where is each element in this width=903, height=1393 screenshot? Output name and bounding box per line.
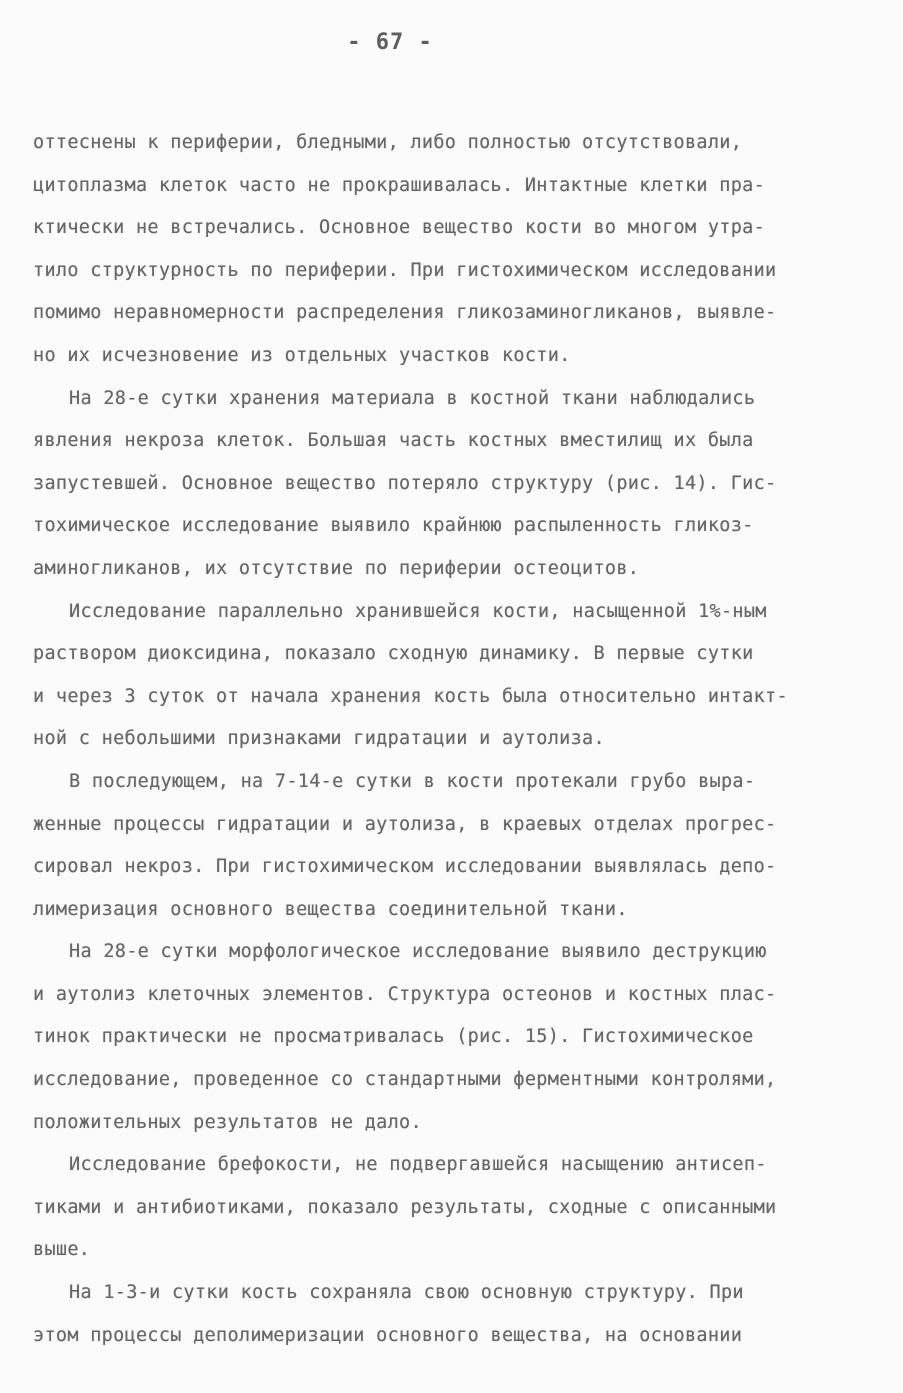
text-line: женные процессы гидратации и аутолиза, в краевых отделах прогрес-	[33, 813, 777, 835]
text-line: положительных результатов не дало.	[33, 1111, 422, 1133]
paragraph-first-line: Исследование брефокости, не подвергавшейся насыщению антисеп-	[69, 1154, 767, 1176]
text-line: ктически не встречались. Основное вещество кости во многом утра-	[33, 217, 766, 239]
text-line: ной с небольшими признаками гидратации и аутолиза.	[33, 728, 605, 750]
text-line: этом процессы деполимеризации основного вещества, на основании	[33, 1324, 743, 1346]
text-line: тохимическое исследование выявило крайнюю распыленность гликоз-	[33, 515, 754, 537]
text-line: тиками и антибиотиками, показало результаты, сходные с описанными	[33, 1196, 777, 1218]
text-line: лимеризация основного вещества соединительной ткани.	[33, 898, 628, 920]
paragraph-first-line: На 1-3-и сутки кость сохраняла свою основную структуру. При	[69, 1282, 744, 1304]
text-line: сировал некроз. При гистохимическом исследовании выявлялась депо-	[33, 856, 777, 878]
text-line: исследование, проведенное со стандартными ферментными контролями,	[33, 1069, 777, 1091]
paragraph-first-line: Исследование параллельно хранившейся кости, насыщенной 1%-ным	[69, 600, 767, 622]
body-text	[33, 122, 873, 1357]
paragraph-first-line: В последующем, на 7-14-е сутки в кости протекали грубо выра-	[69, 770, 756, 792]
text-line: тило структурность по периферии. При гистохимическом исследовании	[33, 259, 777, 281]
text-line: раствором диоксидина, показало сходную динамику. В первые сутки	[33, 643, 754, 665]
text-line: оттеснены к периферии, бледными, либо полностью отсутствовали,	[33, 132, 743, 153]
text-line: запустевшей. Основное вещество потеряло структуру (рис. 14). Гис-	[33, 472, 777, 494]
text-line: и аутолиз клеточных элементов. Структура остеонов и костных плас-	[33, 983, 777, 1005]
paragraph-first-line: На 28-е сутки морфологическое исследование выявило деструкцию	[69, 941, 767, 963]
text-line: явления некроза клеток. Большая часть костных вместилищ их была	[33, 430, 754, 452]
page-number: - 67 -	[347, 30, 433, 55]
text-line: но их исчезновение из отдельных участков кости.	[33, 344, 571, 366]
text-line: тинок практически не просматривалась (рис. 15). Гистохимическое	[33, 1026, 754, 1048]
text-line: цитоплазма клеток часто не прокрашивалась. Интактные клетки пра-	[33, 174, 766, 196]
text-line: помимо неравномерности распределения гликозаминогликанов, выявле-	[33, 302, 777, 324]
paragraph-first-line: На 28-е сутки хранения материала в костной ткани наблюдались	[69, 387, 756, 409]
text-line: аминогликанов, их отсутствие по периферии остеоцитов.	[33, 557, 640, 579]
text-line: и через 3 суток от начала хранения кость была относительно интакт-	[33, 685, 788, 707]
text-line: выше.	[33, 1239, 91, 1261]
